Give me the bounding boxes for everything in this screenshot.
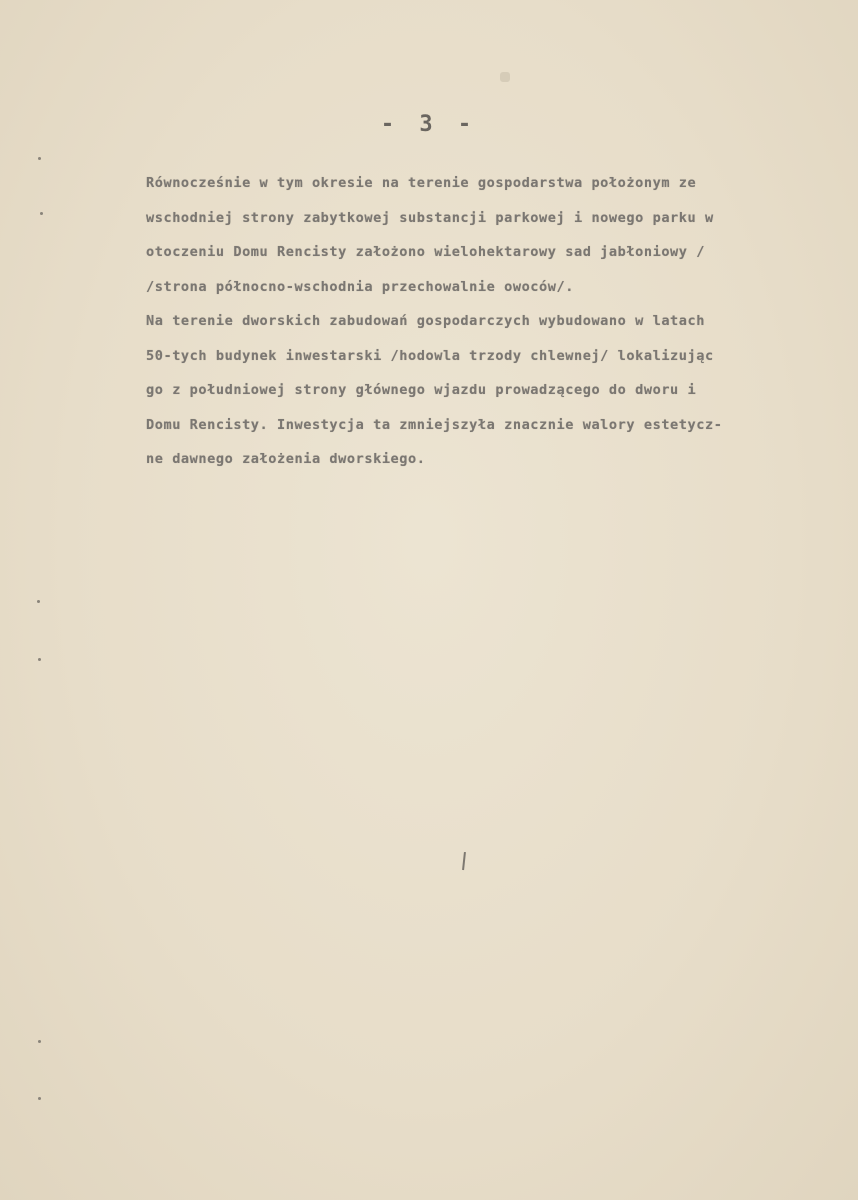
binding-hole-mark [40,212,43,215]
text-line: otoczeniu Domu Rencisty założono wielohektarowy sad jabłoniowy / [146,244,705,260]
binding-hole-mark [38,1040,41,1043]
binding-hole-mark [38,658,41,661]
text-line: wschodniej strony zabytkowej substancji parkowej i nowego parku w [146,209,714,226]
binding-hole-mark [37,600,40,603]
page-number: - 3 - [380,112,478,137]
text-line: 50-tych budynek inwestarski /hodowla trzody chlewnej/ lokalizując [146,347,714,364]
faint-mark [500,72,510,82]
text-line: Domu Rencisty. Inwestycja ta zmniejszyła znacznie walory estetycz- [146,416,723,433]
pencil-tick-mark [462,852,465,870]
binding-hole-mark [38,157,41,160]
text-line: ne dawnego założenia dworskiego. [146,451,426,467]
text-line: Na terenie dworskich zabudowań gospodarczych wybudowano w latach [146,313,705,329]
binding-hole-mark [38,1097,41,1100]
text-line: Równocześnie w tym okresie na terenie gospodarstwa położonym ze [146,175,697,191]
text-line: go z południowej strony głównego wjazdu prowadzącego do dworu i [146,382,697,398]
text-line: /strona północno-wschodnia przechowalnie owoców/. [146,278,574,295]
body-text [146,166,846,477]
